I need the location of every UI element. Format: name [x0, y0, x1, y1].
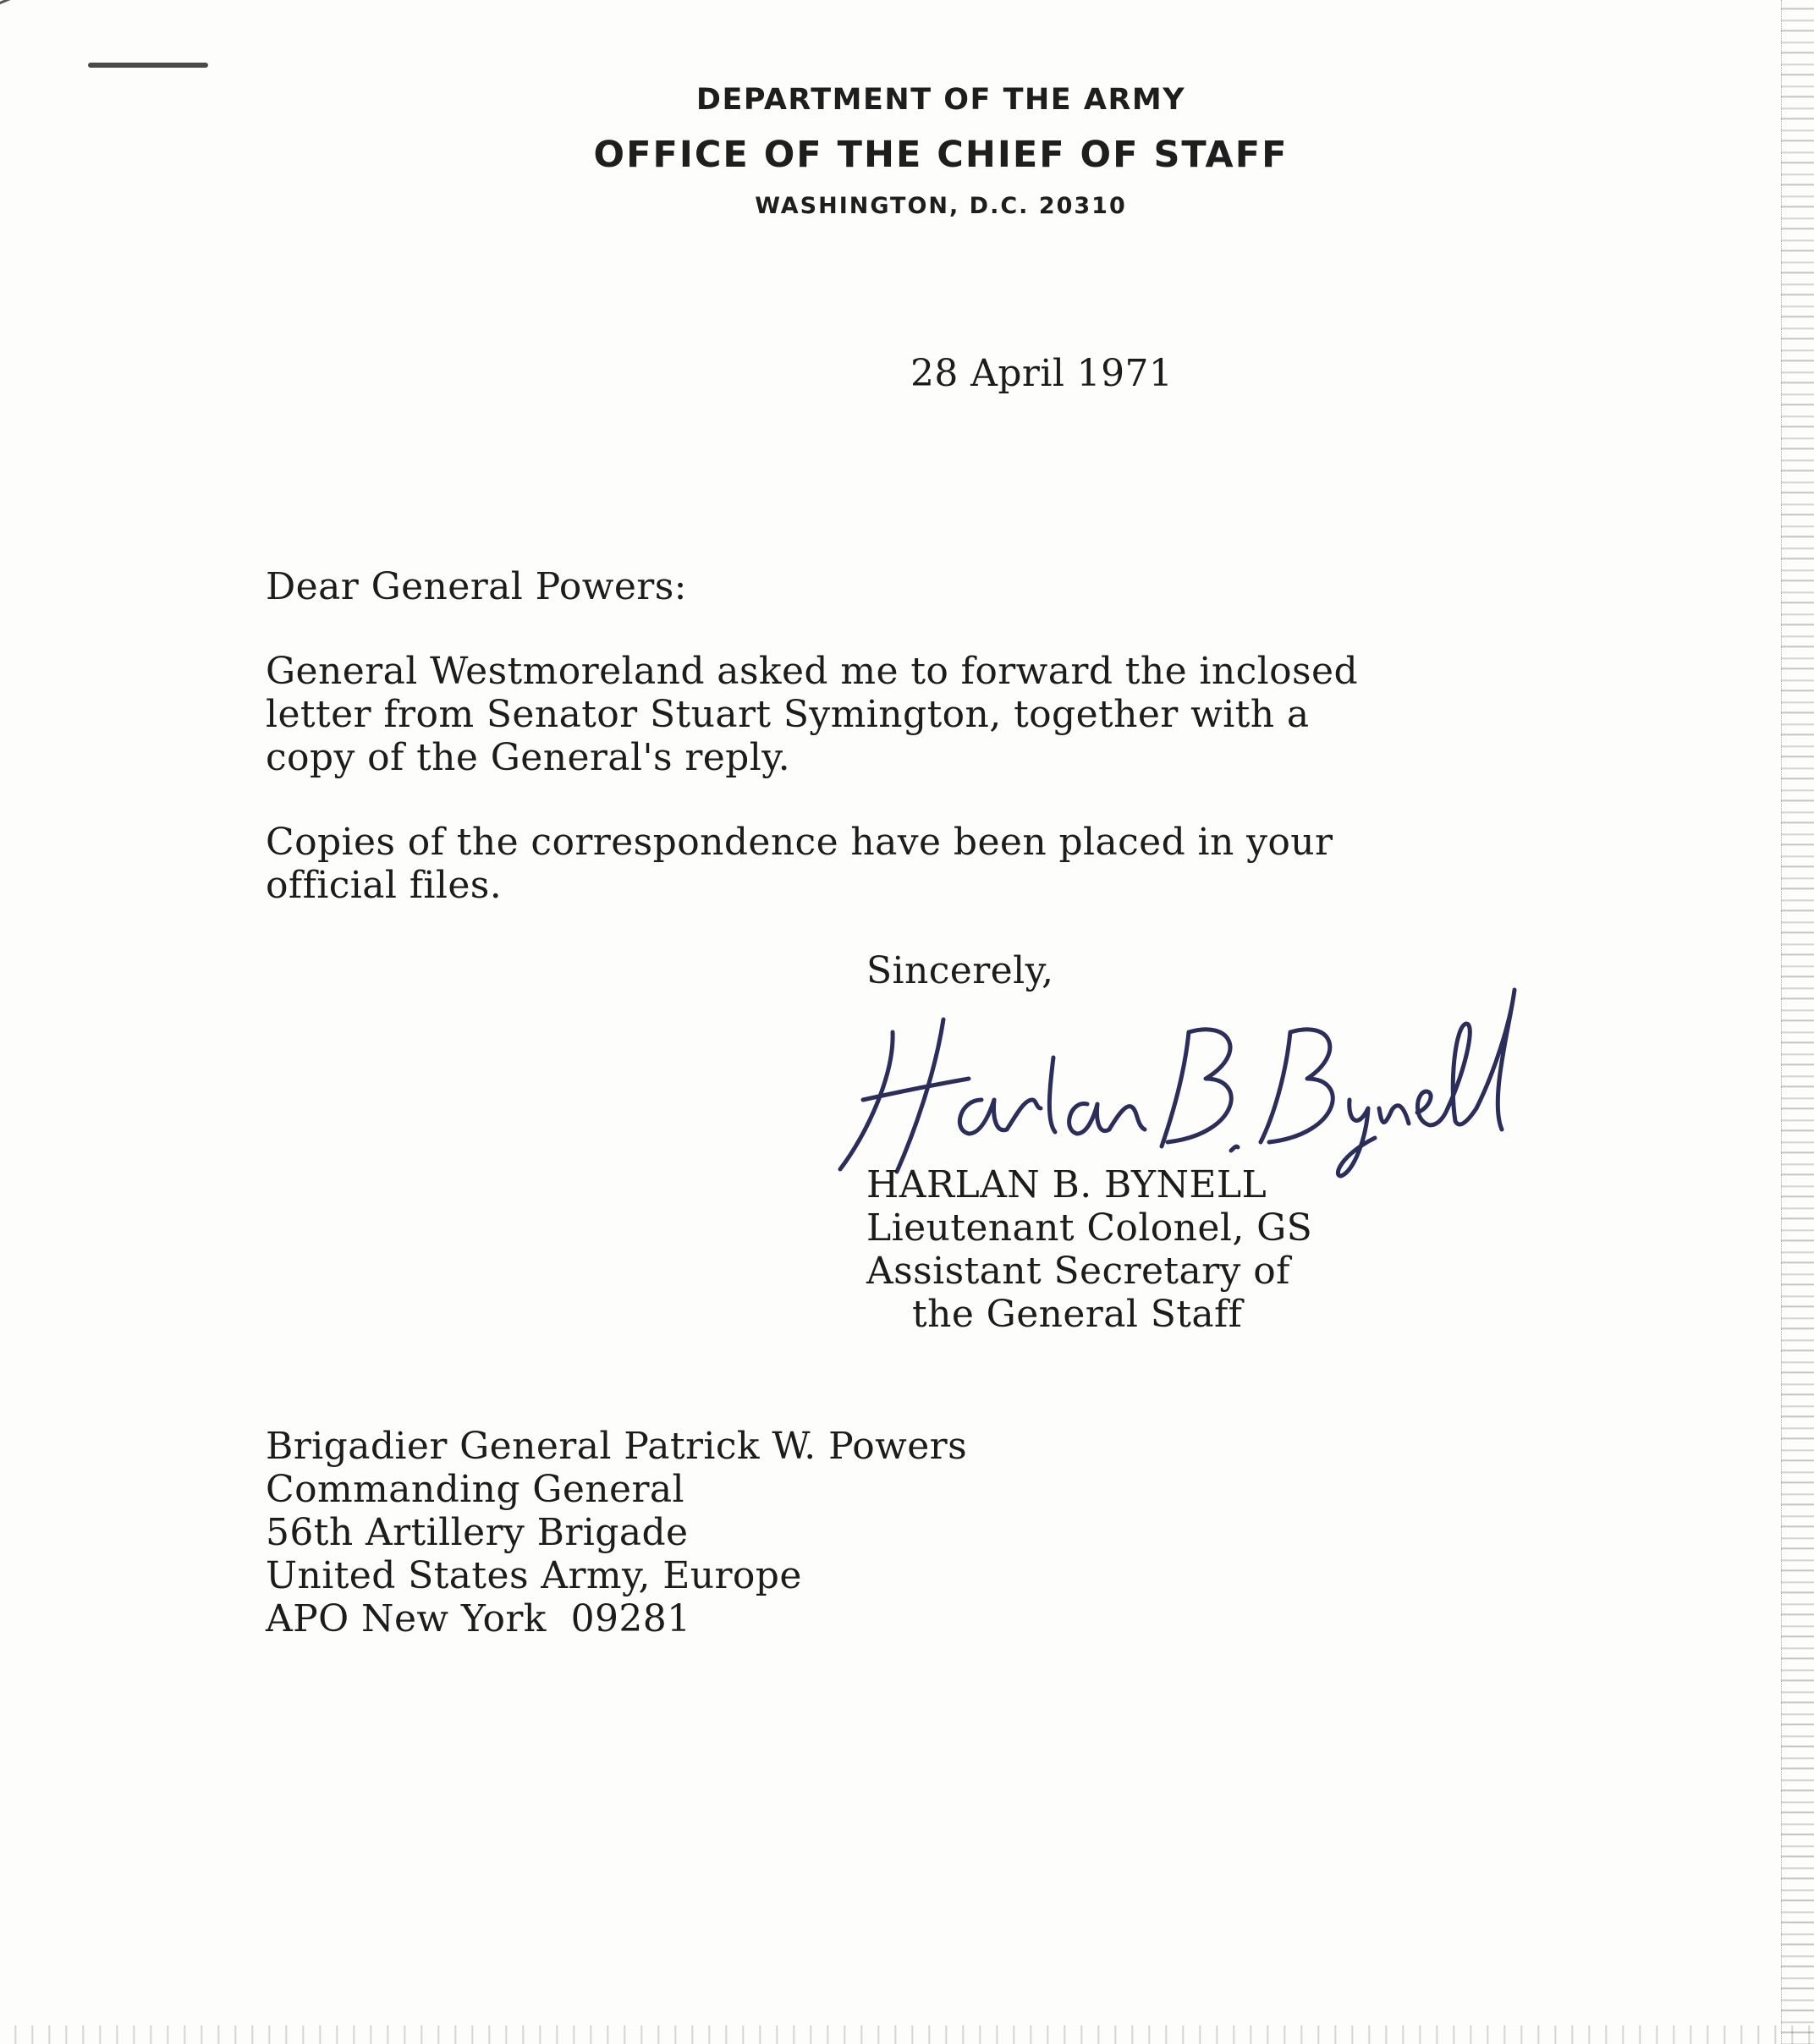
address-line: 56th Artillery Brigade: [266, 1511, 689, 1554]
letter-date: 28 April 1971: [910, 352, 1174, 395]
scan-artifact-bottom-edge: [0, 2025, 1814, 2044]
letterhead-address: WASHINGTON, D.C. 20310: [755, 193, 1127, 219]
address-line: United States Army, Europe: [266, 1554, 802, 1597]
body-paragraph-1: [266, 650, 1358, 779]
scan-artifact-right-edge: [1781, 0, 1814, 2044]
address-line: Commanding General: [266, 1468, 685, 1511]
salutation: Dear General Powers:: [266, 565, 687, 608]
scan-artifact-mark: [88, 63, 208, 68]
body-line: official files.: [266, 864, 503, 907]
scan-artifact-corner: [0, 0, 55, 8]
address-line: APO New York 09281: [266, 1597, 691, 1640]
body-line: General Westmoreland asked me to forward the inclosed: [266, 650, 1359, 693]
signer-title-line-2: the General Staff: [912, 1293, 1243, 1336]
closing: Sincerely,: [866, 949, 1054, 992]
handwritten-signature: [833, 973, 1578, 1180]
recipient-address: [266, 1425, 967, 1640]
letterhead-office: OFFICE OF THE CHIEF OF STAFF: [593, 134, 1289, 176]
signer-title-line-1: Assistant Secretary of: [866, 1250, 1290, 1293]
body-line: copy of the General's reply.: [266, 736, 791, 779]
letterhead-department: DEPARTMENT OF THE ARMY: [695, 83, 1186, 117]
body-line: letter from Senator Stuart Symington, together with a: [266, 693, 1310, 736]
body-line: Copies of the correspondence have been placed in your: [266, 821, 1333, 864]
address-line: Brigadier General Patrick W. Powers: [266, 1425, 968, 1468]
signer-name: HARLAN B. BYNELL: [866, 1163, 1267, 1206]
signer-block: [866, 1163, 1312, 1336]
signer-rank: Lieutenant Colonel, GS: [866, 1206, 1313, 1250]
body-paragraph-2: [266, 821, 1333, 907]
